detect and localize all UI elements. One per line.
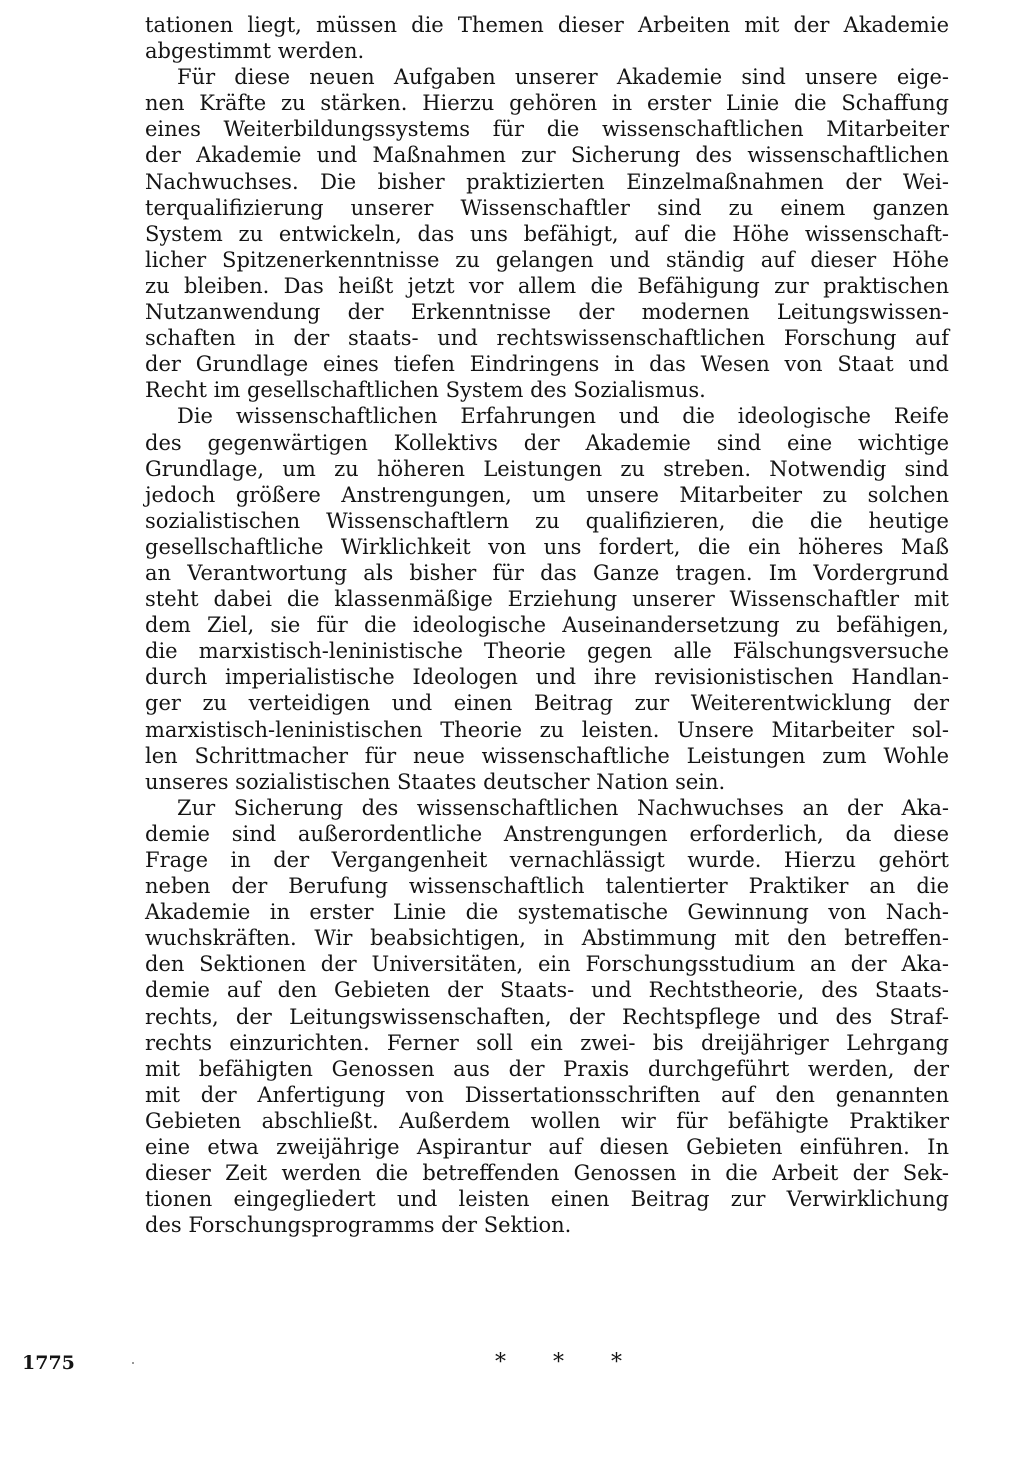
text-line: dem Ziel, sie für die ideologische Auseinandersetzung zu befähigen, bbox=[145, 613, 949, 638]
text-line: demie auf den Gebieten der Staats- und Rechtstheorie, des Staats- bbox=[145, 978, 949, 1003]
text-line: der Akademie und Maßnahmen zur Sicherung des wissenschaftlichen bbox=[145, 143, 949, 168]
text-line: eines Weiterbildungssystems für die wissenschaftlichen Mitarbeiter bbox=[145, 117, 949, 142]
paragraph bbox=[145, 64, 949, 403]
paragraph bbox=[145, 795, 949, 1239]
text-line: Nutzanwendung der Erkenntnisse der modernen Leitungswissen- bbox=[145, 300, 949, 325]
paragraph bbox=[145, 12, 949, 64]
text-line: steht dabei die klassenmäßige Erziehung unserer Wissenschaftler mit bbox=[145, 587, 949, 612]
text-line: rechts einzurichten. Ferner soll ein zwei- bis dreijähriger Lehrgang bbox=[145, 1030, 949, 1055]
text-line: schaften in der staats- und rechtswissenschaftlichen Forschung auf bbox=[145, 326, 949, 351]
text-line: Gebieten abschließt. Außerdem wollen wir für befähigte Praktiker bbox=[145, 1108, 949, 1133]
text-line: jedoch größere Anstrengungen, um unsere Mitarbeiter zu solchen bbox=[145, 482, 949, 507]
text-line: eine etwa zweijährige Aspirantur auf diesen Gebieten einführen. In bbox=[145, 1135, 949, 1160]
text-line: Zur Sicherung des wissenschaftlichen Nachwuchses an der Aka- bbox=[177, 795, 949, 820]
text-line: des Forschungsprogramms der Sektion. bbox=[145, 1213, 572, 1238]
text-line: Akademie in erster Linie die systematische Gewinnung von Nach- bbox=[145, 900, 949, 925]
text-line: den Sektionen der Universitäten, ein Forschungsstudium an der Aka- bbox=[145, 952, 949, 977]
text-line: terqualifizierung unserer Wissenschaftler sind zu einem ganzen bbox=[145, 195, 949, 220]
page-number: 1775 bbox=[22, 1352, 75, 1374]
text-line: Frage in der Vergangenheit vernachlässigt wurde. Hierzu gehört bbox=[145, 848, 949, 872]
section-separator: * * * bbox=[495, 1350, 642, 1375]
margin-dot bbox=[132, 1362, 134, 1364]
text-line: mit der Anfertigung von Dissertationsschriften auf den genannten bbox=[145, 1082, 949, 1107]
body-text bbox=[145, 12, 949, 1238]
text-line: demie sind außerordentliche Anstrengungen erforderlich, da diese bbox=[145, 821, 949, 846]
text-line: des gegenwärtigen Kollektivs der Akademie sind eine wichtige bbox=[145, 430, 949, 455]
text-line: unseres sozialistischen Staates deutscher Nation sein. bbox=[145, 769, 726, 794]
text-line: zu bleiben. Das heißt jetzt vor allem die Befähigung zur praktischen bbox=[145, 273, 949, 298]
text-line: wuchskräften. Wir beabsichtigen, in Abstimmung mit den betreffen- bbox=[145, 926, 949, 951]
text-line: tionen eingegliedert und leisten einen Beitrag zur Verwirklichung bbox=[145, 1187, 949, 1212]
text-line: abgestimmt werden. bbox=[145, 39, 365, 64]
text-line: licher Spitzenerkenntnisse zu gelangen und ständig auf dieser Höhe bbox=[145, 247, 949, 272]
text-line: System zu entwickeln, das uns befähigt, auf die Höhe wissenschaft- bbox=[145, 221, 949, 246]
text-line: rechts, der Leitungswissenschaften, der Rechtspflege und des Straf- bbox=[145, 1004, 949, 1029]
text-line: marxistisch-leninistischen Theorie zu leisten. Unsere Mitarbeiter sol- bbox=[145, 717, 949, 742]
text-line: an Verantwortung als bisher für das Ganze tragen. Im Vordergrund bbox=[145, 560, 949, 585]
text-line: die marxistisch-leninistische Theorie gegen alle Fälschungsversuche bbox=[145, 639, 949, 664]
text-line: Die wissenschaftlichen Erfahrungen und die ideologische Reife bbox=[177, 404, 949, 429]
text-line: tationen liegt, müssen die Themen dieser Arbeiten mit der Akademie bbox=[145, 13, 949, 37]
text-line: neben der Berufung wissenschaftlich talentierter Praktiker an die bbox=[145, 874, 949, 899]
text-line: dieser Zeit werden die betreffenden Genossen in die Arbeit der Sek- bbox=[145, 1161, 949, 1186]
text-line: sozialistischen Wissenschaftlern zu qualifizieren, die die heutige bbox=[145, 508, 949, 533]
text-line: Für diese neuen Aufgaben unserer Akademie sind unsere eige- bbox=[177, 65, 949, 90]
paragraph bbox=[145, 403, 949, 794]
text-line: gesellschaftliche Wirklichkeit von uns fordert, die ein höheres Maß bbox=[145, 534, 949, 559]
text-line: durch imperialistische Ideologen und ihre revisionistischen Handlan- bbox=[145, 665, 949, 690]
text-line: len Schrittmacher für neue wissenschaftliche Leistungen zum Wohle bbox=[145, 743, 949, 768]
text-line: Nachwuchses. Die bisher praktizierten Einzelmaßnahmen der Wei- bbox=[145, 169, 949, 194]
text-line: Grundlage, um zu höheren Leistungen zu streben. Notwendig sind bbox=[145, 456, 949, 481]
text-line: nen Kräfte zu stärken. Hierzu gehören in erster Linie die Schaffung bbox=[145, 91, 949, 116]
text-line: Recht im gesellschaftlichen System des Sozialismus. bbox=[145, 378, 706, 403]
text-line: ger zu verteidigen und einen Beitrag zur Weiterentwicklung der bbox=[145, 691, 949, 716]
text-line: der Grundlage eines tiefen Eindringens in das Wesen von Staat und bbox=[145, 352, 949, 377]
text-line: mit befähigten Genossen aus der Praxis durchgeführt werden, der bbox=[145, 1056, 949, 1081]
